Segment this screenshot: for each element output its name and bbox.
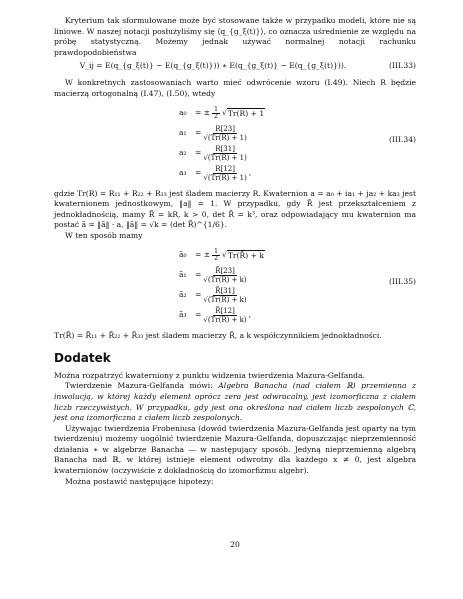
paragraph-3: gdzie Tr(R) = R₁₁ + R₂₂ + R₃₃ jest śladem macierzy R. Kwaternion a = a₀ + ia₁ + ja₂ + ka₃ jest kwaternionem jednostkowym, ‖a‖ = 1. W przypadku, gdy R̃ jest przekształceniem z jednokładnością, mamy R̃ = kR, k > 0, det R̃ = k³, oraz odpowiadający mu kwaternion ma postać ã = ‖ã‖ · a, ‖ã‖ = √k = (det R̃)^{1/6}. (54, 188, 416, 230)
fraction-numerator: R[31] (215, 145, 235, 154)
equation-III-33-body: V_ij = E(q_{g_ξ(t)} − E(q_{g_ξ(t)})) ∗ E(q_{g_ξ(t)} − E(q_{g_ξ(t)})). (79, 61, 347, 71)
sqrt-radicand: Tr(R) + 1 (227, 108, 265, 118)
section-heading: Dodatek (54, 351, 111, 366)
theorem-statement: Algebra Banacha (nad ciałem ℝ) przemienna z inwolucją, w której każdy element oprócz zera jest odwracalny, jest izomorficzna z ciałem liczb rzeczywistych. W przypadku, gdy jest ona określona nad ciałem liczb zespolonych ℂ, jest ona izomorficzna z ciałem liczb zespolonych. (54, 381, 416, 423)
equation-III-35 (54, 246, 416, 326)
fraction-denominator: √(Tr(R) + 1) (203, 154, 247, 163)
sqrt-sign: √ (221, 108, 227, 118)
fraction (203, 267, 246, 284)
equation-row (179, 124, 416, 144)
paragraph-6: Można rozpatrzyć kwaterniony z punktu widzenia twierdzenia Mazura-Gelfanda. (54, 370, 365, 380)
equation-row (179, 266, 416, 286)
fraction (203, 145, 246, 162)
paragraph-5: Tr(R̃) = R̃₁₁ + R̃₂₂ + R̃₃₃ jest śladem macierzy R̃, a k współczynnikiem jednokładności. (54, 330, 382, 340)
sqrt-sign: √ (221, 250, 227, 260)
fraction (203, 165, 246, 182)
paragraph-7 (54, 381, 416, 423)
equation-lhs: ã₃ (179, 310, 187, 320)
equation-trail: , (248, 310, 252, 320)
fraction (212, 249, 220, 263)
equation-row (179, 306, 416, 326)
page-body (54, 16, 416, 549)
fraction-denominator: √(Tr(R) + 1) (203, 174, 247, 183)
fraction-denominator: √(Tr(R) + 1) (203, 134, 247, 143)
equation-relation: = (195, 290, 202, 300)
equation-row (179, 246, 416, 266)
paragraph-2: W konkretnych zastosowaniach warto mieć odwrócenie wzoru (I.49). Niech R będzie macierzą ortogonalną (I.47), (I.50), wtedy (54, 78, 416, 98)
fraction-numerator: R[12] (215, 165, 235, 174)
equation-relation: = (195, 270, 202, 280)
equation-lhs: a₁ (179, 128, 187, 138)
equation-row (179, 286, 416, 306)
fraction-numerator: R̃[23] (215, 267, 235, 276)
equation-number: (III.35) (388, 276, 416, 286)
fraction-numerator: R̃[31] (215, 287, 235, 296)
fraction (203, 125, 246, 142)
equation-number: (III.33) (388, 61, 416, 71)
fraction (203, 307, 246, 324)
page-number: 20 (230, 540, 240, 549)
equation-row (179, 164, 416, 184)
equation-number: (III.34) (388, 134, 416, 144)
equation-III-33 (54, 61, 416, 75)
equation-lhs: a₃ (179, 168, 187, 178)
equation-relation: = (195, 168, 202, 178)
fraction-denominator: √(Tr(R̃) + k) (203, 316, 247, 325)
equation-lhs: a₀ (179, 108, 187, 118)
equation-relation: = (195, 128, 202, 138)
equation-lhs: ã₂ (179, 290, 187, 300)
paragraph-9: Można postawić następujące hipotezy: (65, 476, 214, 486)
equation-row (179, 104, 416, 124)
fraction (203, 287, 246, 304)
equation-relation: = (195, 148, 202, 158)
equation-relation: = (195, 310, 202, 320)
equation-III-34 (54, 104, 416, 184)
equation-trail: , (248, 168, 252, 178)
paragraph-1: Kryterium tak sformułowane może być stosowane także w przypadku modeli, które nie są liniowe. W naszej notacji posłużyliśmy się ⟨q_{g_ξ(t)}⟩, co oznacza uśrednienie ze względu na próbę statystyczną. Możemy jednak używać normalnej notacji rachunku prawdopodobieństwa (54, 16, 416, 57)
fraction-numerator: 1 (214, 105, 218, 113)
equation-row (179, 144, 416, 164)
equation-lhs: ã₁ (179, 270, 187, 280)
paragraph-4: W ten sposób mamy (65, 230, 143, 240)
fraction (212, 107, 220, 121)
fraction-numerator: R̃[12] (215, 307, 235, 316)
theorem-lead: Twierdzenie Mazura-Gelfanda mówi: (65, 381, 213, 391)
fraction-denominator: 2 (214, 255, 218, 263)
paragraph-8: Używając twierdzenia Frobeniusa (dowód twierdzenia Mazura-Gelfanda jest oparty na tym twierdzeniu) możemy uogólnić twierdzenie Mazura-Gelfanda, dopuszczając nieprzemienność działania ∗ w algebrze Banacha — w następujący sposób. Jedyną nieprzemienną algebrą Banacha nad ℝ, w której istnieje element odwrotny dla każdego x ≠ 0, jest algebra kwaternionów (oczywiście z dokładnością do izomorfizmu algebr). (54, 423, 416, 476)
fraction-denominator: 2 (214, 113, 218, 121)
fraction-numerator: R[23] (215, 125, 235, 134)
equation-lhs: ã₀ (179, 250, 187, 260)
fraction-denominator: √(Tr(R̃) + k) (203, 276, 247, 285)
equation-relation: = ± (195, 108, 211, 118)
fraction-denominator: √(Tr(R̃) + k) (203, 296, 247, 305)
sqrt-radicand: Tr(R̃) + k (227, 250, 264, 260)
fraction-numerator: 1 (214, 247, 218, 255)
equation-lhs: a₂ (179, 148, 187, 158)
equation-relation: = ± (195, 250, 211, 260)
